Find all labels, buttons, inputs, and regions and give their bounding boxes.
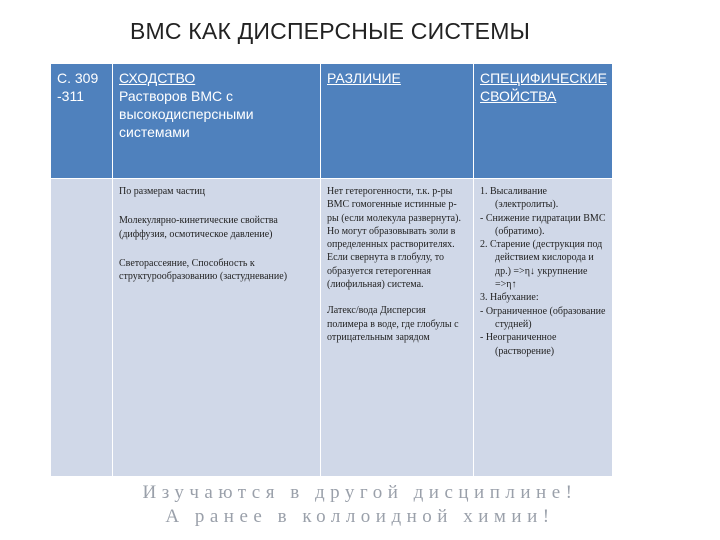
comparison-table bbox=[50, 63, 613, 477]
specific-item: - Ограниченное (образование студней) bbox=[480, 305, 606, 330]
specific-cell bbox=[474, 179, 613, 477]
specific-item: 2. Старение (деструкция под действием кислорода и др.) =>η↓ укрупнение =>η↑ bbox=[480, 239, 603, 291]
specific-item: - Снижение гидратации ВМС (обратимо). bbox=[480, 212, 606, 237]
similarity-label: СХОДСТВО bbox=[119, 70, 196, 86]
difference-item: Латекс/вода Дисперсия полимера в воде, где глобулы с отрицательным зарядом bbox=[327, 305, 459, 343]
header-ref bbox=[51, 64, 113, 179]
ref-cell bbox=[51, 179, 113, 477]
table-header-row bbox=[51, 64, 613, 179]
header-specific bbox=[474, 64, 613, 179]
footer-line-1: Изучаются в другой дисциплине! bbox=[142, 482, 578, 503]
specific-label: СПЕЦИФИЧЕСКИЕ СВОЙСТВА bbox=[480, 70, 607, 104]
ref-text: С. 309 -311 bbox=[57, 70, 99, 104]
similarity-sub: Растворов ВМС с высокодисперсными системами bbox=[119, 88, 254, 140]
page-title: ВМС КАК ДИСПЕРСНЫЕ СИСТЕМЫ bbox=[130, 18, 531, 44]
table-body-row bbox=[51, 179, 613, 477]
similarity-item: Светорассеяние, Способность к структурообразованию (застудневание) bbox=[119, 257, 288, 283]
difference-cell bbox=[321, 179, 474, 477]
footer-line-2: А ранее в коллоидной химии! bbox=[165, 506, 555, 527]
similarity-cell bbox=[113, 179, 321, 477]
header-similarity bbox=[113, 64, 321, 179]
similarity-item: Молекулярно-кинетические свойства (диффузия, осмотическое давление) bbox=[119, 215, 278, 240]
specific-item: - Неограниченное (растворение) bbox=[480, 332, 557, 357]
difference-label: РАЗЛИЧИЕ bbox=[327, 70, 401, 86]
header-difference bbox=[321, 64, 474, 179]
similarity-item: По размерам частиц bbox=[119, 186, 205, 197]
difference-item: Нет гетерогенности, т.к. р-ры ВМС гомогенные истинные р-ры (если молекула развернута). Но могут образовывать золи в определенных растворителях. Если свернута в глобулу, то образуется гетерогенная (лиофильная) система. bbox=[327, 186, 461, 291]
specific-item: 3. Набухание: bbox=[480, 292, 539, 304]
specific-item: 1. Высаливание (электролиты). bbox=[480, 186, 559, 211]
